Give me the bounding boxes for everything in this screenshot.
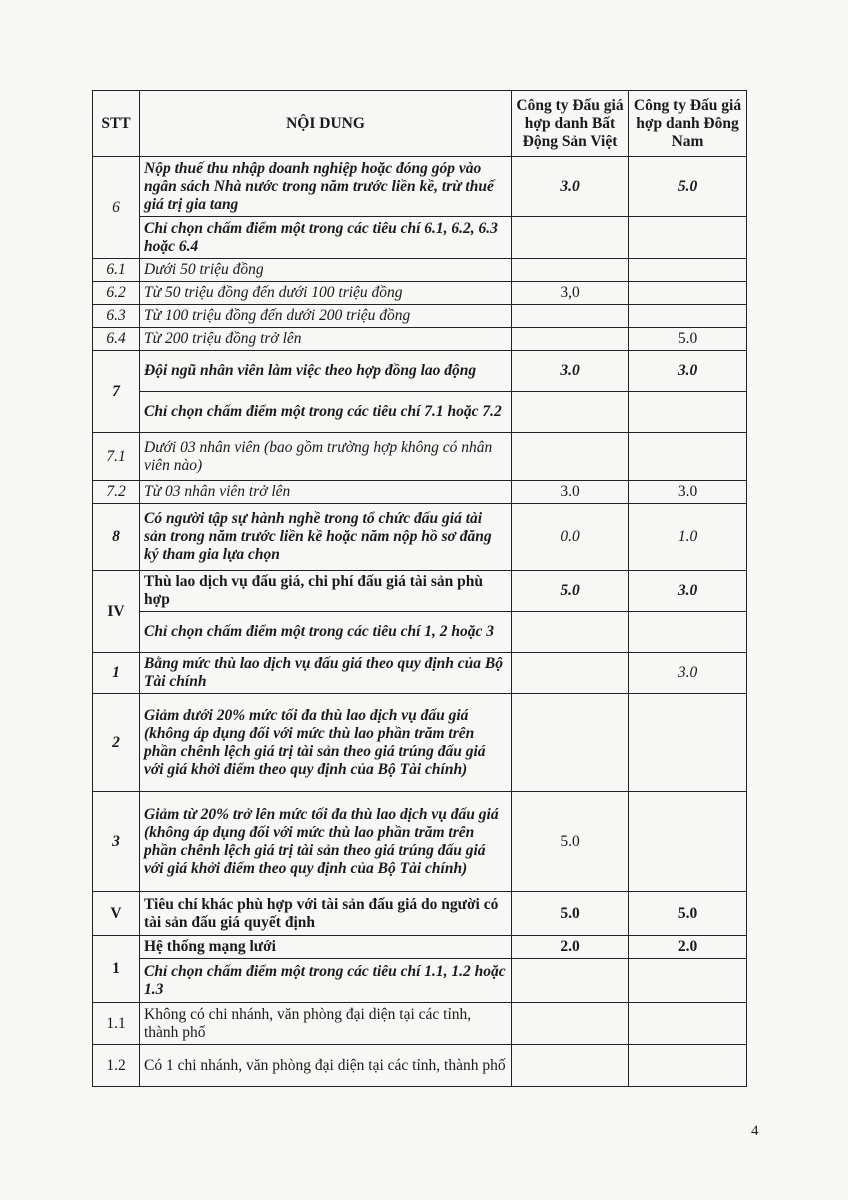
content-cell: Dưới 03 nhân viên (bao gồm trường hợp không có nhân viên nào) [140,433,512,481]
stt-cell: 8 [93,504,140,571]
value-cell-a [512,959,629,1003]
value-cell-b [629,792,747,892]
table-row [93,282,747,305]
header-company-b: Công ty Đấu giá hợp danh Đông Nam [629,91,747,157]
content-cell: Thù lao dịch vụ đấu giá, chi phí đấu giá tài sản phù hợp [140,571,512,612]
table-row [93,481,747,504]
value-cell-a [512,612,629,653]
value-cell-b: 3.0 [629,351,747,392]
content-cell: Giảm từ 20% trở lên mức tối đa thù lao dịch vụ đấu giá (không áp dụng đối với mức thù lao phần trăm trên phần chênh lệch giá trị tài sản theo giá trúng đấu giá với giá khởi điểm theo quy định của Bộ Tài chính) [140,792,512,892]
value-cell-b [629,959,747,1003]
value-cell-b: 5.0 [629,157,747,217]
stt-cell: 1 [93,936,140,1003]
value-cell-b: 1.0 [629,504,747,571]
value-cell-a: 3.0 [512,351,629,392]
value-cell-a: 3.0 [512,157,629,217]
content-cell: Nộp thuế thu nhập doanh nghiệp hoặc đóng góp vào ngân sách Nhà nước trong năm trước liền kề, trừ thuế giá trị gia tang [140,157,512,217]
content-cell: Chỉ chọn chấm điểm một trong các tiêu chí 6.1, 6.2, 6.3 hoặc 6.4 [140,217,512,259]
table-row [93,571,747,612]
value-cell-a [512,328,629,351]
table-row [93,694,747,792]
header-company-a: Công ty Đấu giá hợp danh Bất Động Sản Việt [512,91,629,157]
value-cell-a: 0.0 [512,504,629,571]
content-cell: Từ 200 triệu đồng trở lên [140,328,512,351]
stt-cell: 1.2 [93,1045,140,1087]
content-cell: Bằng mức thù lao dịch vụ đấu giá theo quy định của Bộ Tài chính [140,653,512,694]
table-row [93,259,747,282]
value-cell-b [629,392,747,433]
value-cell-b [629,305,747,328]
value-cell-a [512,433,629,481]
value-cell-a: 3,0 [512,282,629,305]
stt-cell: 3 [93,792,140,892]
value-cell-b [629,694,747,792]
value-cell-a: 2.0 [512,936,629,959]
stt-cell: 6.4 [93,328,140,351]
table-row [93,959,747,1003]
table-row [93,892,747,936]
content-cell: Chỉ chọn chấm điểm một trong các tiêu chí 1, 2 hoặc 3 [140,612,512,653]
value-cell-a [512,1003,629,1045]
stt-cell: 7.2 [93,481,140,504]
table-row [93,1003,747,1045]
content-cell: Có 1 chi nhánh, văn phòng đại diện tại các tỉnh, thành phố [140,1045,512,1087]
value-cell-a [512,305,629,328]
value-cell-b: 5.0 [629,892,747,936]
content-cell: Không có chi nhánh, văn phòng đại diện tại các tỉnh, thành phố [140,1003,512,1045]
value-cell-b [629,1045,747,1087]
value-cell-b [629,433,747,481]
stt-cell: 2 [93,694,140,792]
stt-cell: V [93,892,140,936]
value-cell-a [512,653,629,694]
header-stt: STT [93,91,140,157]
table-header-row [93,91,747,157]
stt-cell: 6.2 [93,282,140,305]
table-row [93,433,747,481]
value-cell-b: 5.0 [629,328,747,351]
stt-cell: IV [93,571,140,653]
table-row [93,612,747,653]
table-row [93,1045,747,1087]
value-cell-a: 5.0 [512,892,629,936]
stt-cell: 1 [93,653,140,694]
content-cell: Giảm dưới 20% mức tối đa thù lao dịch vụ đấu giá (không áp dụng đối với mức thù lao phần trăm trên phần chênh lệch giá trị tài sản theo giá trúng đấu giá với giá khởi điểm theo quy định của Bộ Tài chính) [140,694,512,792]
value-cell-b: 3.0 [629,653,747,694]
value-cell-a [512,392,629,433]
value-cell-b [629,259,747,282]
page-number: 4 [751,1123,759,1139]
content-cell: Từ 100 triệu đồng đến dưới 200 triệu đồng [140,305,512,328]
table-row [93,936,747,959]
value-cell-b [629,282,747,305]
value-cell-a: 5.0 [512,792,629,892]
value-cell-b: 2.0 [629,936,747,959]
table-row [93,792,747,892]
value-cell-b [629,612,747,653]
table-row [93,392,747,433]
stt-cell: 6.3 [93,305,140,328]
content-cell: Chỉ chọn chấm điểm một trong các tiêu chí 7.1 hoặc 7.2 [140,392,512,433]
table-row [93,504,747,571]
content-cell: Có người tập sự hành nghề trong tổ chức đấu giá tài sản trong năm trước liền kề hoặc năm nộp hồ sơ đăng ký tham gia lựa chọn [140,504,512,571]
content-cell: Hệ thống mạng lưới [140,936,512,959]
content-cell: Chỉ chọn chấm điểm một trong các tiêu chí 1.1, 1.2 hoặc 1.3 [140,959,512,1003]
header-content: NỘI DUNG [140,91,512,157]
value-cell-a [512,217,629,259]
value-cell-a: 5.0 [512,571,629,612]
table-row [93,217,747,259]
stt-cell: 7 [93,351,140,433]
stt-cell: 6 [93,157,140,259]
value-cell-b: 3.0 [629,481,747,504]
table-row [93,305,747,328]
content-cell: Đội ngũ nhân viên làm việc theo hợp đồng lao động [140,351,512,392]
value-cell-b: 3.0 [629,571,747,612]
table-row [93,653,747,694]
criteria-table [92,90,747,1087]
table-row [93,351,747,392]
table-row [93,328,747,351]
stt-cell: 1.1 [93,1003,140,1045]
value-cell-a [512,1045,629,1087]
table-row [93,157,747,217]
content-cell: Từ 03 nhân viên trở lên [140,481,512,504]
content-cell: Dưới 50 triệu đồng [140,259,512,282]
value-cell-a [512,259,629,282]
value-cell-b [629,1003,747,1045]
value-cell-b [629,217,747,259]
content-cell: Tiêu chí khác phù hợp với tài sản đấu giá do người có tài sản đấu giá quyết định [140,892,512,936]
stt-cell: 6.1 [93,259,140,282]
value-cell-a: 3.0 [512,481,629,504]
value-cell-a [512,694,629,792]
stt-cell: 7.1 [93,433,140,481]
content-cell: Từ 50 triệu đồng đến dưới 100 triệu đồng [140,282,512,305]
